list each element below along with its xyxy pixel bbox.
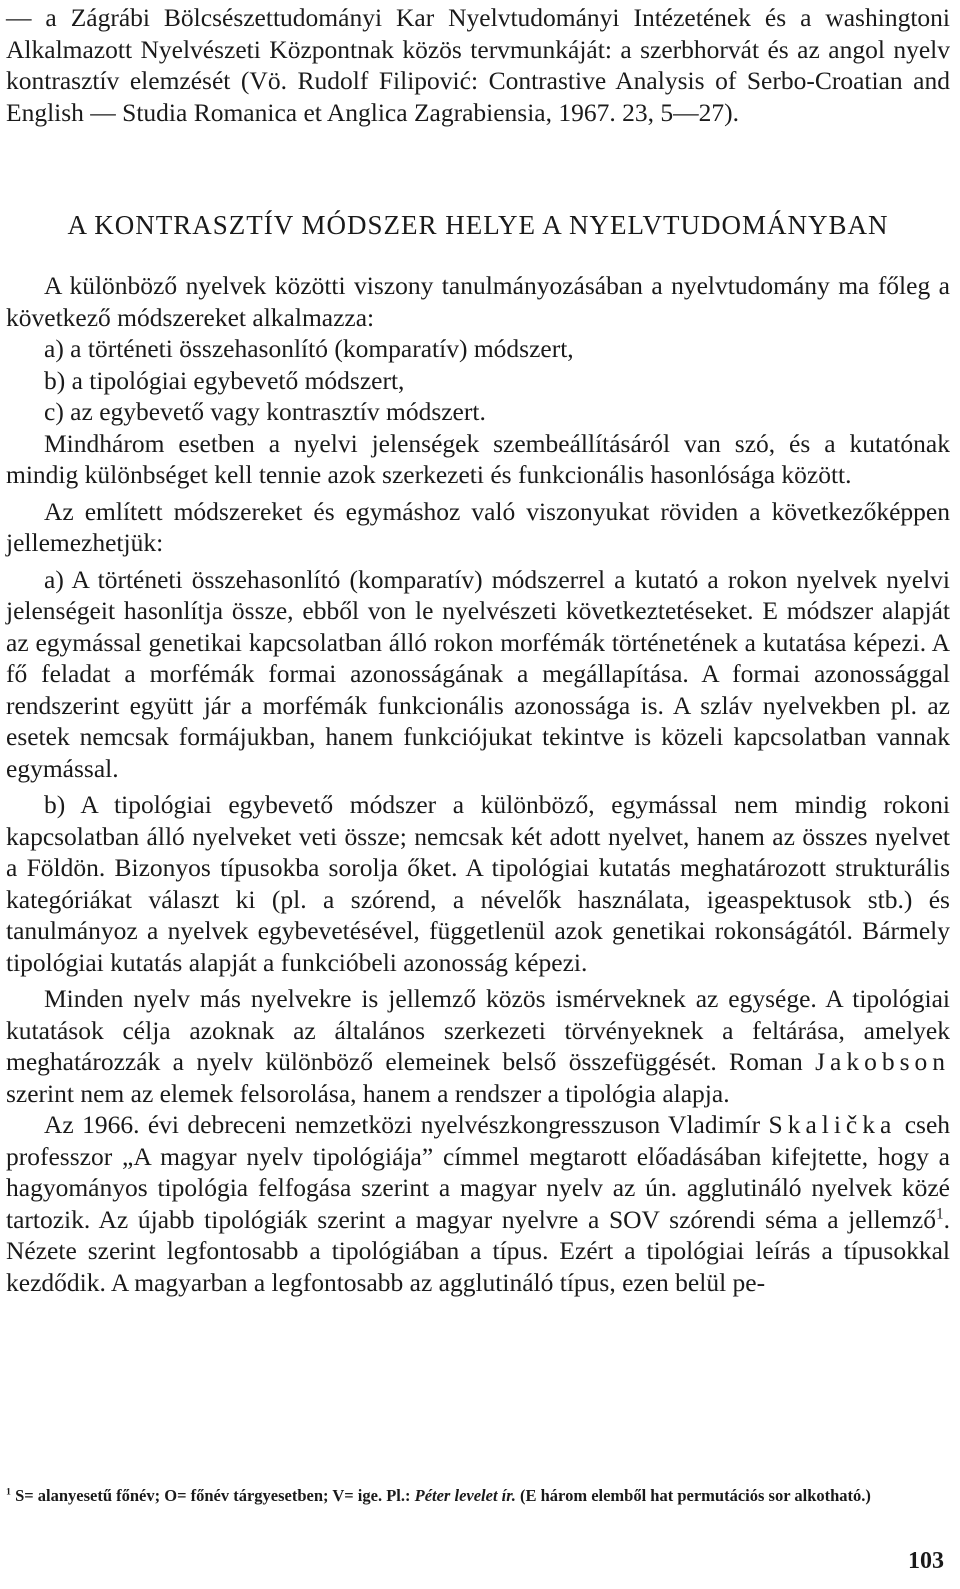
intro-paragraph: — a Zágrábi Bölcsészettudományi Kar Nyelvtudományi Intézetének és a washingtoni Alkalmazott Nyelvészeti Központnak közös tervmunkáját: a szerbhorvát és az angol nyelv kontrasztív elemzését (Vö. Rudolf Filipović: Contrastive Analysis of Serbo-Croatian and English — Studia Romanica et Anglica Zagrabiensia, 1967. 23, 5—27).	[6, 3, 950, 127]
paragraph-comparison: Mindhárom esetben a nyelvi jelenségek szembeállításáról van szó, és a kutatónak mindig különbséget kell tennie azok szerkezeti és funkcionális hasonlósága között.	[6, 428, 950, 489]
paragraph-text: . Nézete szerint legfontosabb a tipológiában a típus. Ezért a tipológiai leírás a típusokkal kezdődik. A magyarban a legfontosabb az agglutináló típus, ezen belül pe-	[6, 1204, 950, 1297]
footnote-marker: 1	[6, 1486, 11, 1497]
paragraph-text: cseh professzor „A magyar nyelv tipológiája” címmel megtarott előadásában kifejtette, hogy a hagyományos tipológia felfogása szerint a magyar nyelv az ún. agglutináló nyelvek közé tartozik. Az újabb tipológiák szerint a magyar nyelvre a SOV szórendi séma a jellemző	[6, 1110, 951, 1234]
footnote	[6, 1485, 950, 1506]
paragraph-text: Minden nyelv más nyelvekre is jellemző közös ismérveknek az egysége. A tipológiai kutatások célja azoknak az általános szerkezeti törvényeknek a feltárása, amelyek meghatározzák a nyelv különböző elemeinek belső összefüggését. Roman	[6, 984, 950, 1076]
paragraph-methods-intro: A különböző nyelvek közötti viszony tanulmányozásában a nyelvtudomány ma főleg a következő módszereket alkalmazza:	[6, 271, 950, 332]
list-item: b) a tipológiai egybevető módszert,	[44, 365, 405, 395]
body-text	[6, 270, 950, 1298]
footnote-rest: (E három elemből hat permutációs sor alkotható.)	[520, 1485, 871, 1505]
paragraph-typology-goal	[6, 983, 950, 1109]
list-item: a) a történeti összehasonlító (komparatív) módszert,	[44, 334, 574, 363]
paragraph-characterization: Az említett módszereket és egymáshoz való viszonyukat röviden a következőképpen jellemezhetjük:	[6, 496, 950, 557]
paragraph-text: szerint nem az elemek felsorolása, hanem a rendszer a tipológia alapja.	[6, 1078, 730, 1108]
page-number: 103	[908, 1548, 944, 1574]
paragraph-text: Az 1966. évi debreceni nemzetközi nyelvészkongresszuson Vladimír	[44, 1110, 761, 1139]
paragraph-typological-method: b) A tipológiai egybevető módszer a különböző, egymással nem mindig rokoni kapcsolatban álló nyelveket veti össze; nemcsak két adott nyelvet, hanem az összes nyelvet a Földön. Bizonyos típusokba sorolja őket. A tipológiai kutatás meghatározott strukturális kategóriákat választ ki (pl. a szórend, a névelők használata, igeaspektusok stb.) és tanulmányoz a nyelvek egybevetésével, függetlenül azok genetikai rokonságától. Bármely tipológiai kutatás alapját a funkcióbeli azonosság képezi.	[6, 790, 950, 977]
paragraph-historical-method: a) A történeti összehasonlító (komparatív) módszerrel a kutató a rokon nyelvek nyelvi jelenségeit hasonlítja össze, ebből von le nyelvészeti következtetéseket. E módszer alapját az egymással genetikai kapcsolatban álló rokon morfémák történetének a kutatása képezi. A fő feladat a morfémák formai azonosságának a megállapítása. A formai azonossággal rendszerint együtt jár a morfémák funkcionális azonossága is. A szláv nyelvekben pl. az esetek nemcsak formájukban, hanem funkciójukat tekintve is közeli kapcsolatban vannak egymással.	[6, 564, 950, 783]
list-item: c) az egybevető vagy kontrasztív módszert.	[44, 397, 486, 426]
section-heading: A KONTRASZTÍV MÓDSZER HELYE A NYELVTUDOMÁNYBAN	[67, 210, 889, 240]
author-name-skalicka: Skalička	[768, 1110, 897, 1139]
author-name-jakobson: Jakobson	[815, 1047, 950, 1076]
footnote-reference: 1	[935, 1205, 944, 1222]
paragraph-skalicka	[6, 1109, 950, 1298]
footnote-example: Péter levelet ír.	[414, 1485, 516, 1505]
footnote-text: S= alanyesetű főnév; O= főnév tárgyesetben; V= ige. Pl.:	[15, 1485, 411, 1505]
